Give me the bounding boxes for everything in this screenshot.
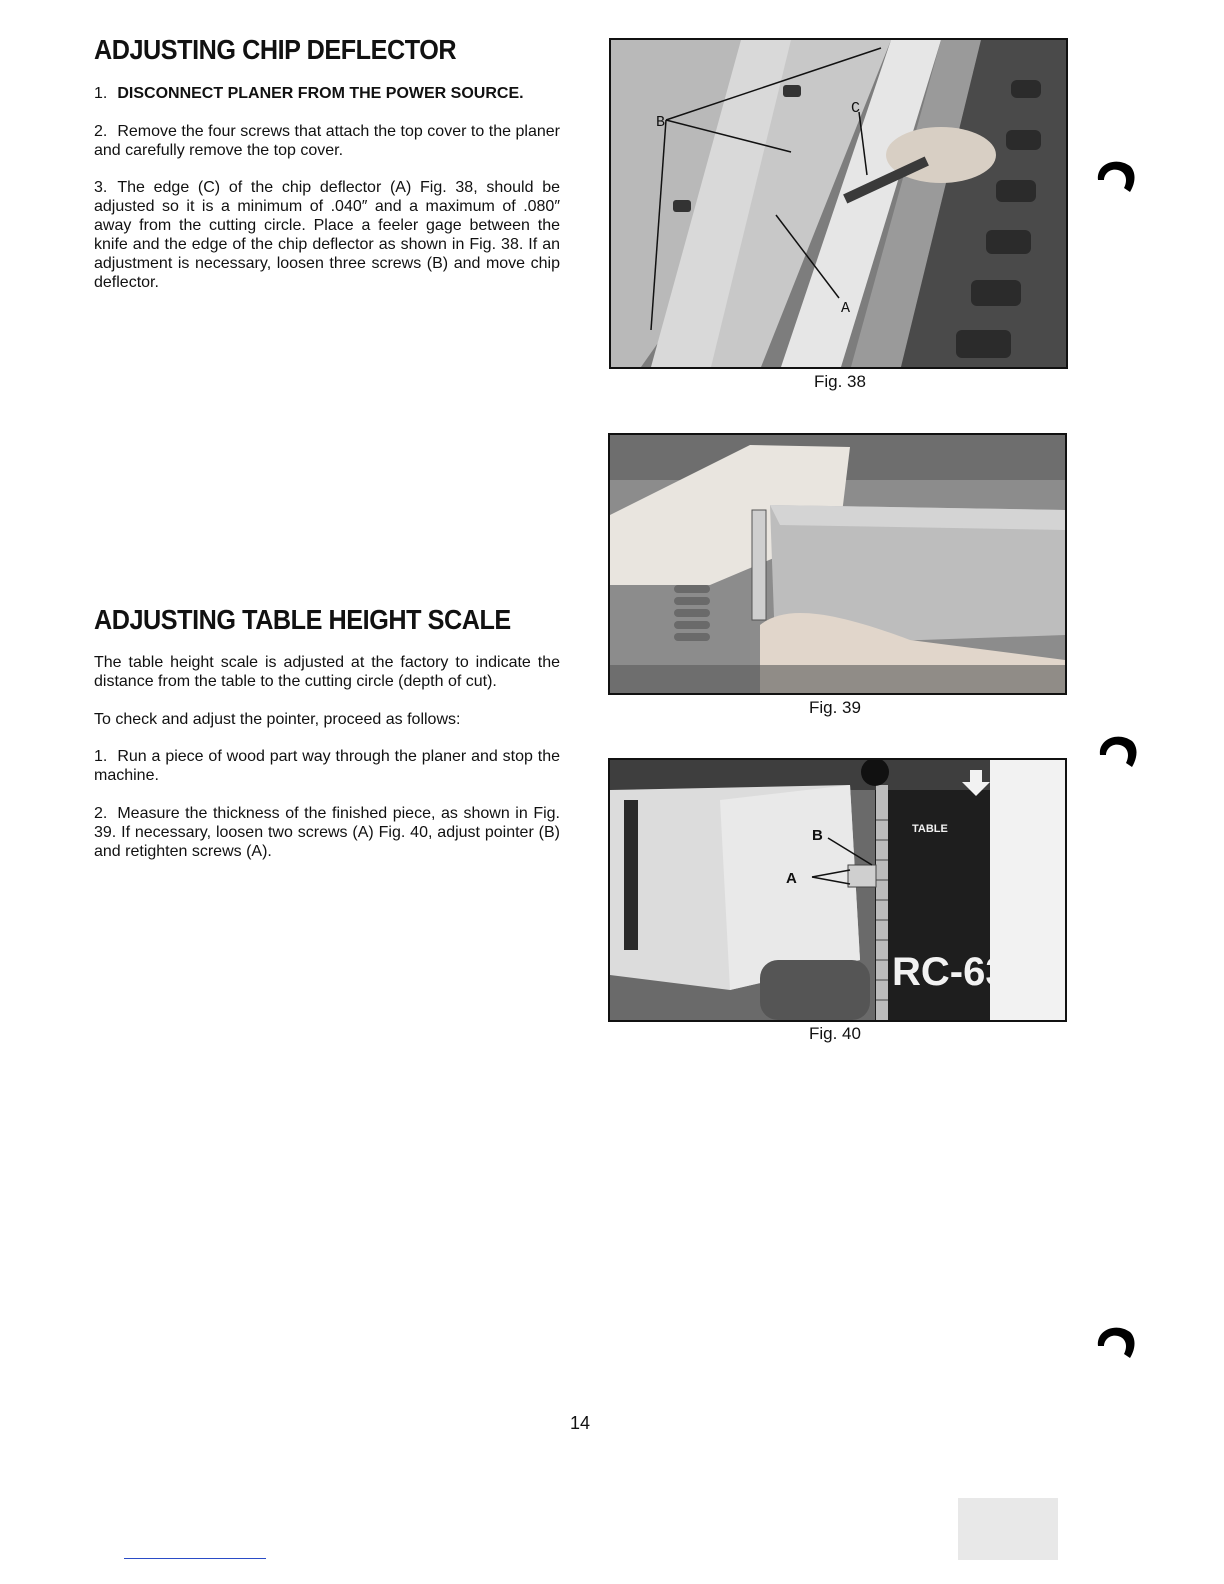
heading-adjusting-table-height-scale: ADJUSTING TABLE HEIGHT SCALE (94, 604, 511, 635)
fig38-label-c: C (851, 100, 861, 117)
binder-hole-mark-icon (1096, 727, 1140, 771)
chip-step-1 (94, 84, 560, 103)
figure-39-photo (608, 433, 1067, 695)
table-step-2 (94, 804, 560, 861)
table-step-2-number: 2. (94, 805, 108, 822)
heading-adjusting-chip-deflector: ADJUSTING CHIP DEFLECTOR (94, 34, 457, 65)
binder-hole-mark-icon (1094, 152, 1138, 196)
page-number: 14 (569, 1413, 591, 1433)
fig40-table-text: TABLE (912, 823, 948, 835)
fig38-label-b: B (656, 114, 666, 131)
table-step-2-text: Measure the thickness of the finished piece, as shown in Fig. 39. If necessary, loosen two screws (A) Fig. 40, adjust pointer (B) and retighten screws (A). (94, 805, 560, 860)
table-scale-lead: To check and adjust the pointer, proceed as follows: (94, 711, 461, 728)
fig40-machine-text: RC-63 (892, 950, 1008, 994)
table-step-1-number: 1. (94, 748, 108, 765)
chip-step-2 (94, 122, 560, 160)
binder-hole-mark-icon (1094, 1318, 1138, 1362)
chip-step-1-text: DISCONNECT PLANER FROM THE POWER SOURCE. (117, 85, 524, 102)
chip-step-2-text: Remove the four screws that attach the top cover to the planer and carefully remove the top cover. (94, 123, 560, 159)
table-step-1-text: Run a piece of wood part way through the planer and stop the machine. (94, 748, 560, 784)
chip-step-3-number: 3. (94, 179, 108, 196)
figure-40-caption: Fig. 40 (809, 1024, 861, 1043)
figure-40-illustration (610, 760, 1065, 1020)
figure-38-illustration (611, 40, 1066, 367)
figure-40-photo (608, 758, 1067, 1022)
figure-38-caption: Fig. 38 (814, 372, 866, 391)
chip-step-1-number: 1. (94, 85, 108, 102)
fig40-label-b: B (812, 827, 823, 844)
figure-39-illustration (610, 435, 1065, 693)
bottom-rule (124, 1558, 266, 1559)
chip-step-3 (94, 178, 560, 292)
scan-smudge (958, 1498, 1058, 1560)
figure-38-photo (609, 38, 1068, 369)
fig38-label-a: A (841, 300, 851, 317)
chip-step-3-text: The edge (C) of the chip deflector (A) Fig. 38, should be adjusted so it is a minimum of .040″ and a maximum of .080″ away from the cutting circle. Place a feeler gage between the knife and the edge of the chip deflector as shown in Fig. 38. If an adjustment is necessary, loosen three screws (B) and move chip deflector. (94, 179, 560, 291)
figure-39-caption: Fig. 39 (809, 698, 861, 717)
table-step-1 (94, 747, 560, 785)
table-scale-intro: The table height scale is adjusted at the factory to indicate the distance from the table to the cutting circle (depth of cut). (94, 654, 560, 690)
chip-step-2-number: 2. (94, 123, 108, 140)
fig40-label-a: A (786, 870, 797, 887)
